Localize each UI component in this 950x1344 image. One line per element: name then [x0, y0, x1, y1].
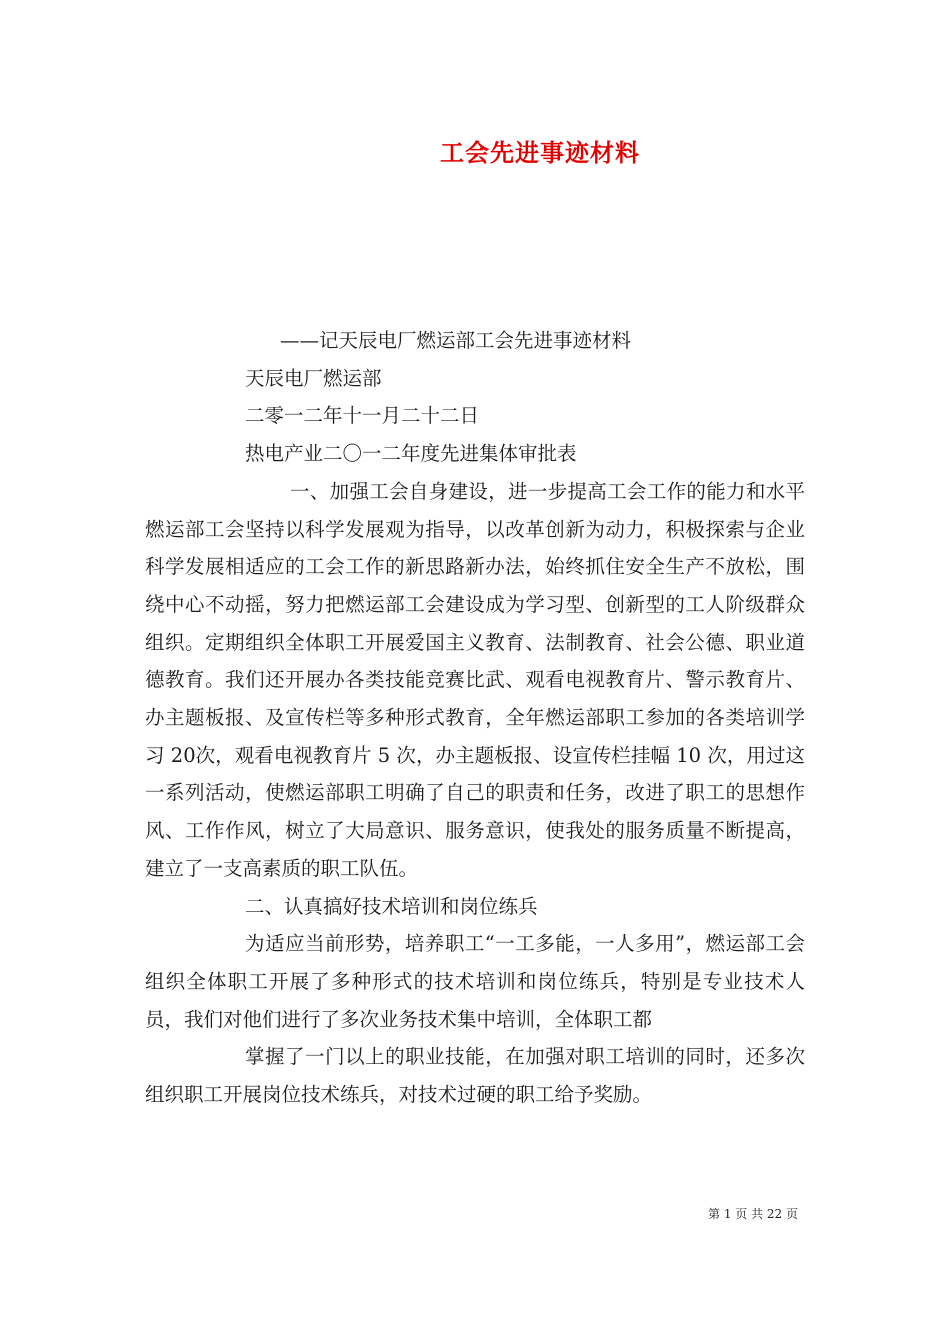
paragraph-1: 一、加强工会自身建设，进一步提高工会工作的能力和水平燃运部工会坚持以科学发展观为指导，以改革创新为动力，积极探索与企业科学发展相适应的工会工作的新思路新办法，始终抓住安全生产不放松，围绕中心不动摇，努力把燃运部工会建设成为学习型、创新型的工人阶级群众组织。定期组织全体职工开展爱国主义教育、法制教育、社会公德、职业道德教育。我们还开展办各类技能竞赛比武、观看电视教育片、警示教育片、办主题板报、及宣传栏等多种形式教育，全年燃运部职工参加的各类培训学习 20次，观看电视教育片 5 次，办主题板报、设宣传栏挂幅 10 次，用过这一系列活动，使燃运部职工明确了自己的职责和任务，改进了职工的思想作风、工作作风，树立了大局意识、服务意识，使我处的服务质量不断提高，建立了一支高素质的职工队伍。	[145, 479, 805, 880]
section-2-heading: 二、认真搞好技术培训和岗位练兵	[245, 894, 538, 918]
document-body	[145, 322, 805, 1114]
subtitle-line: ——记天辰电厂燃运部工会先进事迹材料	[280, 329, 632, 352]
paragraph-3: 掌握了一门以上的职业技能，在加强对职工培训的同时，还多次组织职工开展岗位技术练兵，对技术过硬的职工给予奖励。	[145, 1045, 805, 1107]
form-title-line: 热电产业二〇一二年度先进集体审批表	[245, 442, 577, 466]
document-title: 工会先进事迹材料	[440, 138, 640, 167]
date-line: 二零一二年十一月二十二日	[245, 404, 480, 428]
page-number: 第 1 页 共 22 页	[708, 1207, 798, 1221]
organization-line: 天辰电厂燃运部	[245, 366, 382, 390]
paragraph-2: 为适应当前形势，培养职工“一工多能，一人多用”，燃运部工会组织全体职工开展了多种形式的技术培训和岗位练兵，特别是专业技术人员，我们对他们进行了多次业务技术集中培训，全体职工都	[145, 932, 805, 1031]
